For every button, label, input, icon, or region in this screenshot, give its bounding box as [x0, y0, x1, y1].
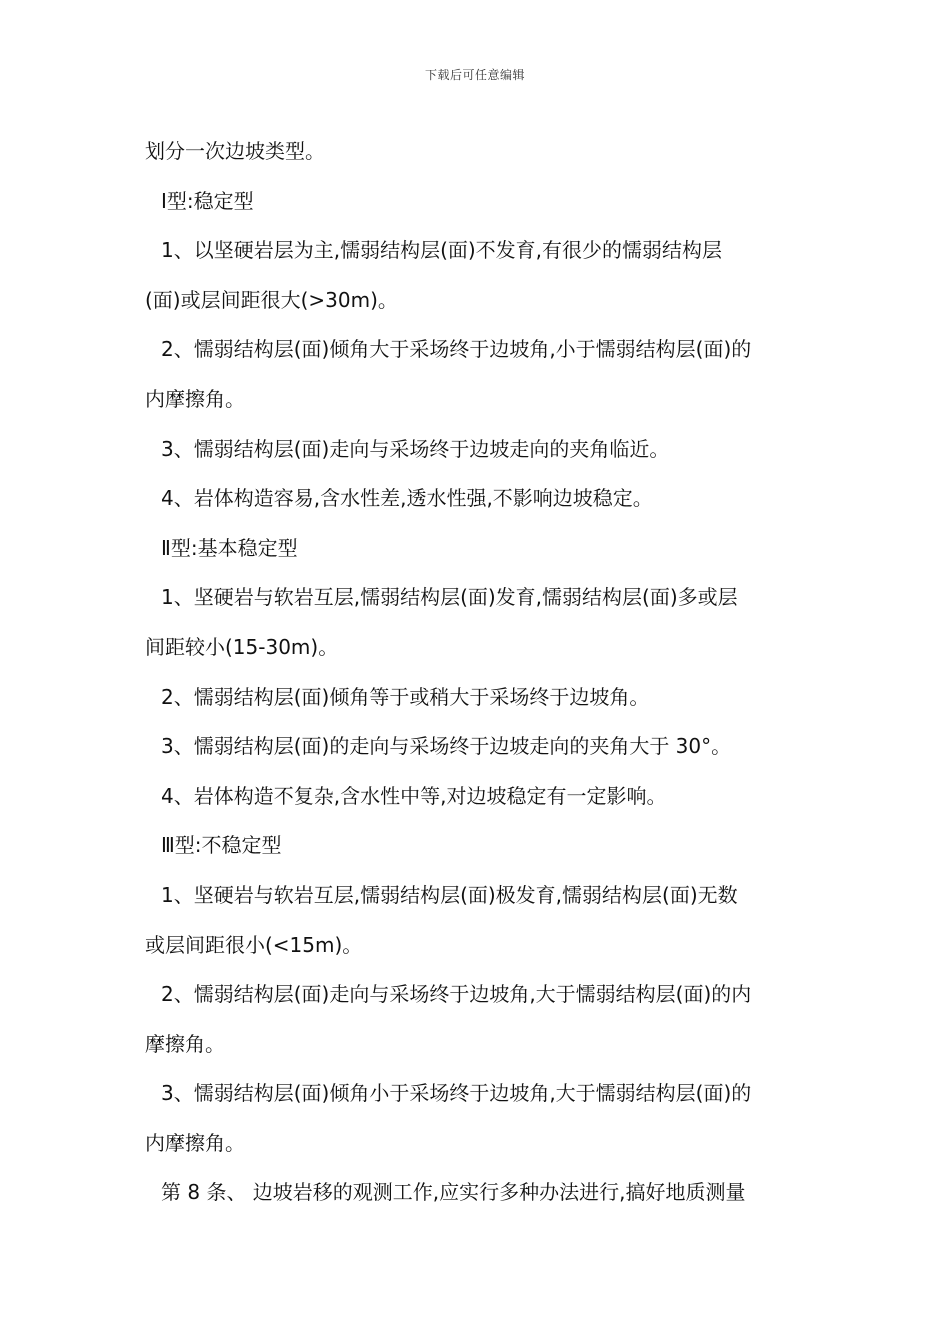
- document-body: [145, 127, 810, 1218]
- paragraph-line: (面)或层间距很大(>30m)。: [145, 287, 398, 312]
- article-8-line: 第 8 条、 边坡岩移的观测工作,应实行多种办法进行,搞好地质测量: [161, 1180, 746, 1205]
- paragraph-line: 或层间距很小(<15m)。: [145, 932, 363, 957]
- paragraph-line: 1、坚硬岩与软岩互层,懦弱结构层(面)发育,懦弱结构层(面)多或层: [161, 585, 738, 610]
- paragraph-line: 3、懦弱结构层(面)的走向与采场终于边坡走向的夹角大于 30°。: [161, 734, 732, 759]
- paragraph-line: 内摩擦角。: [145, 1130, 245, 1155]
- paragraph-line: 3、懦弱结构层(面)倾角小于采场终于边坡角,大于懦弱结构层(面)的: [161, 1081, 752, 1106]
- paragraph-line: 划分一次边坡类型。: [145, 139, 325, 163]
- paragraph-line: 1、以坚硬岩层为主,懦弱结构层(面)不发育,有很少的懦弱结构层: [161, 238, 723, 263]
- paragraph-line: 4、岩体构造不复杂,含水性中等,对边坡稳定有一定影响。: [161, 783, 667, 808]
- paragraph-line: 3、懦弱结构层(面)走向与采场终于边坡走向的夹角临近。: [161, 436, 670, 461]
- page-header: 下载后可任意编辑: [424, 68, 525, 82]
- paragraph-line: 内摩擦角。: [145, 386, 245, 411]
- paragraph-line: 2、懦弱结构层(面)倾角等于或稍大于采场终于边坡角。: [161, 684, 650, 709]
- section-heading-type-2: Ⅱ型:基本稳定型: [161, 535, 298, 560]
- paragraph-line: 2、懦弱结构层(面)走向与采场终于边坡角,大于懦弱结构层(面)的内: [161, 982, 752, 1007]
- paragraph-line: 2、懦弱结构层(面)倾角大于采场终于边坡角,小于懦弱结构层(面)的: [161, 337, 752, 362]
- section-heading-type-1: Ⅰ型:稳定型: [161, 188, 254, 213]
- paragraph-line: 摩擦角。: [145, 1031, 225, 1056]
- paragraph-line: 间距较小(15-30m)。: [145, 634, 339, 659]
- paragraph-line: 4、岩体构造容易,含水性差,透水性强,不影响边坡稳定。: [161, 486, 653, 511]
- paragraph-line: 1、坚硬岩与软岩互层,懦弱结构层(面)极发育,懦弱结构层(面)无数: [161, 882, 738, 907]
- section-heading-type-3: Ⅲ型:不稳定型: [161, 833, 282, 858]
